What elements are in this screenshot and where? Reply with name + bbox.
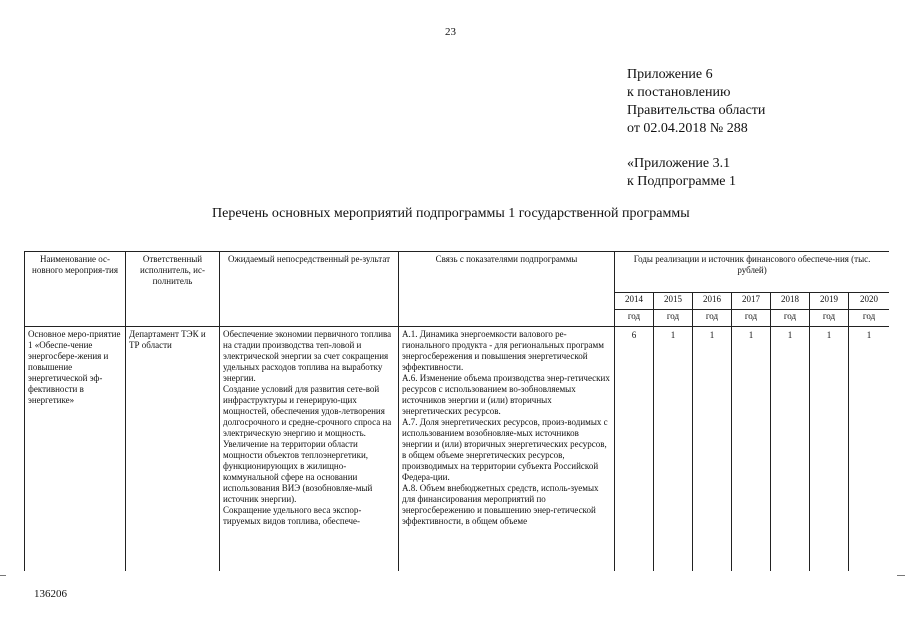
cell-value: 1	[849, 327, 890, 572]
cell-value: 1	[693, 327, 732, 572]
header-year-unit: год	[654, 310, 693, 327]
header-year: 2015	[654, 293, 693, 310]
appendix-line: Приложение 6	[627, 67, 713, 82]
page-number: 23	[445, 26, 456, 38]
cell-value: 1	[732, 327, 771, 572]
measures-table-wrapper	[24, 251, 889, 571]
link-paragraph: А.7. Доля энергетических ресурсов, произ-водимых с использованием возобновляе-мых источников энергии и (или) вторичных энергетических ресурсов, в общем объеме энергетических ресурсов, производимых на территории субъекта Российской Федера-ции.	[402, 417, 608, 482]
header-year: 2019	[810, 293, 849, 310]
measures-table	[24, 251, 889, 571]
header-years-group: Годы реализации и источник финансового обеспече-ния (тыс. рублей)	[615, 252, 890, 293]
header-executor: Ответственный исполнитель, ис-полнитель	[126, 252, 220, 327]
document-title: Перечень основных мероприятий подпрограммы 1 государственной программы	[212, 206, 690, 221]
cell-result	[220, 327, 399, 572]
cell-value: 6	[615, 327, 654, 572]
cell-measure-name: Основное меро-приятие 1 «Обеспе-чение энергосбере-жения и повышение энергетической эф-фективности в энергетике»	[25, 327, 126, 572]
appendix-block	[627, 66, 765, 138]
link-paragraph: А.1. Динамика энергоемкости валового ре-гионального продукта - для региональных программ энергосбережения и повышения энергетической эффективности.	[402, 329, 604, 372]
header-link: Связь с показателями подпрограммы	[399, 252, 615, 327]
header-year: 2017	[732, 293, 771, 310]
appendix-block-2	[627, 155, 736, 191]
footer-code: 136206	[34, 588, 67, 600]
header-year-unit: год	[693, 310, 732, 327]
header-year: 2018	[771, 293, 810, 310]
header-year: 2016	[693, 293, 732, 310]
appendix-line: Правительства области	[627, 103, 766, 118]
appendix-line: к Подпрограмме 1	[627, 174, 737, 189]
header-year: 2014	[615, 293, 654, 310]
header-result: Ожидаемый непосредственный ре-зультат	[220, 252, 399, 327]
result-paragraph: Увеличение на территории области мощности объектов теплоэнергетики, функционирующих в жилищно-коммунальной сфере на основании использования ВИЭ (возобновляе-мый источник энергии).	[223, 439, 373, 504]
result-paragraph: Сокращение удельного веса экспор-тируемых видов топлива, обеспече-	[223, 505, 362, 526]
cell-executor: Департамент ТЭК и ТР области	[126, 327, 220, 572]
cell-link	[399, 327, 615, 572]
cell-value: 1	[810, 327, 849, 572]
result-paragraph: Обеспечение экономии первичного топлива на стадии производства теп-ловой и электрической энергии за счет сокращения удельных расходов топлива на выработку энергии.	[223, 329, 392, 383]
cell-value: 1	[771, 327, 810, 572]
table-row	[25, 327, 890, 572]
header-year-unit: год	[849, 310, 890, 327]
appendix-line: от 02.04.2018 № 288	[627, 121, 748, 136]
margin-mark	[897, 575, 905, 576]
appendix-line: к постановлению	[627, 85, 731, 100]
header-year-unit: год	[732, 310, 771, 327]
header-year-unit: год	[810, 310, 849, 327]
appendix-line: «Приложение 3.1	[627, 156, 731, 171]
cell-value: 1	[654, 327, 693, 572]
header-year-unit: год	[615, 310, 654, 327]
margin-mark	[0, 575, 6, 576]
link-paragraph: А.6. Изменение объема производства энер-гетических ресурсов с использованием во-зобновляемых источников энергии и (или) вторичных энергетических ресурсов.	[402, 373, 610, 416]
header-name: Наименование ос-новного мероприя-тия	[25, 252, 126, 327]
result-paragraph: Создание условий для развития сете-вой инфраструктуры и генерирую-щих мощностей, обеспечения удов-летворения долгосрочного и средне-срочного спроса на электрическую энергию и мощность.	[223, 384, 392, 438]
header-year: 2020	[849, 293, 890, 310]
link-paragraph: А.8. Объем внебюджетных средств, исполь-зуемых для финансирования мероприятий по энергосбережению и повышению энер-гетической эффективности, в общем объеме	[402, 483, 599, 526]
header-year-unit: год	[771, 310, 810, 327]
